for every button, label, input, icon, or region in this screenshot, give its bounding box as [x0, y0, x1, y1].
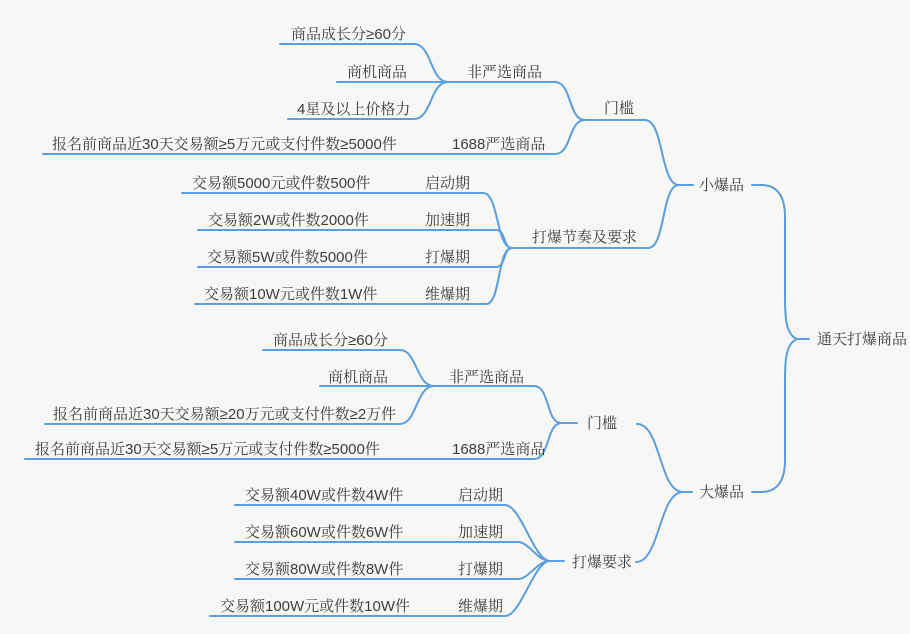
node-big-yanxuan-1688[interactable]: 1688严选商品	[452, 441, 546, 458]
node-small-phase1-req[interactable]: 交易额5000元或件数500件	[192, 175, 371, 192]
node-small-baopin[interactable]: 小爆品	[699, 177, 745, 194]
node-big-growth-score[interactable]: 商品成长分≥60分	[273, 332, 388, 349]
node-small-phase3-label[interactable]: 打爆期	[425, 249, 471, 266]
node-small-yanxuan-1688[interactable]: 1688严选商品	[452, 136, 546, 153]
branch-small-menkan-to-small	[585, 120, 693, 185]
node-small-4star[interactable]: 4星及以上价格力	[297, 101, 411, 118]
node-big-phase2-label[interactable]: 加速期	[458, 524, 504, 541]
node-big-phase3-req[interactable]: 交易额80W或件数8W件	[245, 561, 404, 578]
node-big-phase1-req[interactable]: 交易额40W或件数4W件	[245, 487, 404, 504]
node-big-baopin[interactable]: 大爆品	[699, 484, 745, 501]
node-big-fei-yanxuan[interactable]: 非严选商品	[449, 369, 525, 386]
branch-small-phase-2	[198, 230, 512, 248]
node-small-pace[interactable]: 打爆节奏及要求	[532, 229, 638, 246]
node-big-yanxuan-req[interactable]: 报名前商品近30天交易额≥5万元或支付件数≥5000件	[35, 441, 380, 458]
node-small-growth-score[interactable]: 商品成长分≥60分	[291, 26, 406, 43]
node-small-phase4-req[interactable]: 交易额10W元或件数1W件	[204, 286, 378, 303]
node-small-phase4-label[interactable]: 维爆期	[425, 286, 471, 303]
node-small-menkan[interactable]: 门槛	[604, 100, 635, 117]
node-small-yanxuan-req[interactable]: 报名前商品近30天交易额≥5万元或支付件数≥5000件	[52, 136, 397, 153]
node-small-phase1-label[interactable]: 启动期	[425, 175, 471, 192]
node-root[interactable]: 通天打爆商品	[817, 331, 908, 348]
node-big-menkan[interactable]: 门槛	[587, 415, 618, 432]
node-big-phase2-req[interactable]: 交易额60W或件数6W件	[245, 524, 404, 541]
node-big-phase4-label[interactable]: 维爆期	[458, 598, 504, 615]
branch-small-to-root	[752, 185, 809, 339]
branch-big-menkan-to-big	[637, 424, 692, 492]
node-big-phase4-req[interactable]: 交易额100W元或件数10W件	[220, 598, 411, 615]
node-small-phase2-req[interactable]: 交易额2W或件数2000件	[208, 212, 369, 229]
node-big-30d-20w[interactable]: 报名前商品近30天交易额≥20万元或支付件数≥2万件	[53, 406, 397, 423]
node-big-shangji[interactable]: 商机商品	[328, 369, 389, 386]
node-big-phase3-label[interactable]: 打爆期	[458, 561, 504, 578]
node-small-phase2-label[interactable]: 加速期	[425, 212, 471, 229]
node-big-pace[interactable]: 打爆要求	[572, 554, 633, 571]
branch-big-pace-to-big	[636, 492, 683, 562]
node-small-shangji[interactable]: 商机商品	[347, 64, 408, 81]
branch-big-to-root	[752, 339, 797, 492]
node-small-phase3-req[interactable]: 交易额5W或件数5000件	[207, 249, 368, 266]
branch-big-phase-2	[235, 542, 550, 561]
node-big-phase1-label[interactable]: 启动期	[458, 487, 504, 504]
node-small-fei-yanxuan[interactable]: 非严选商品	[467, 64, 543, 81]
